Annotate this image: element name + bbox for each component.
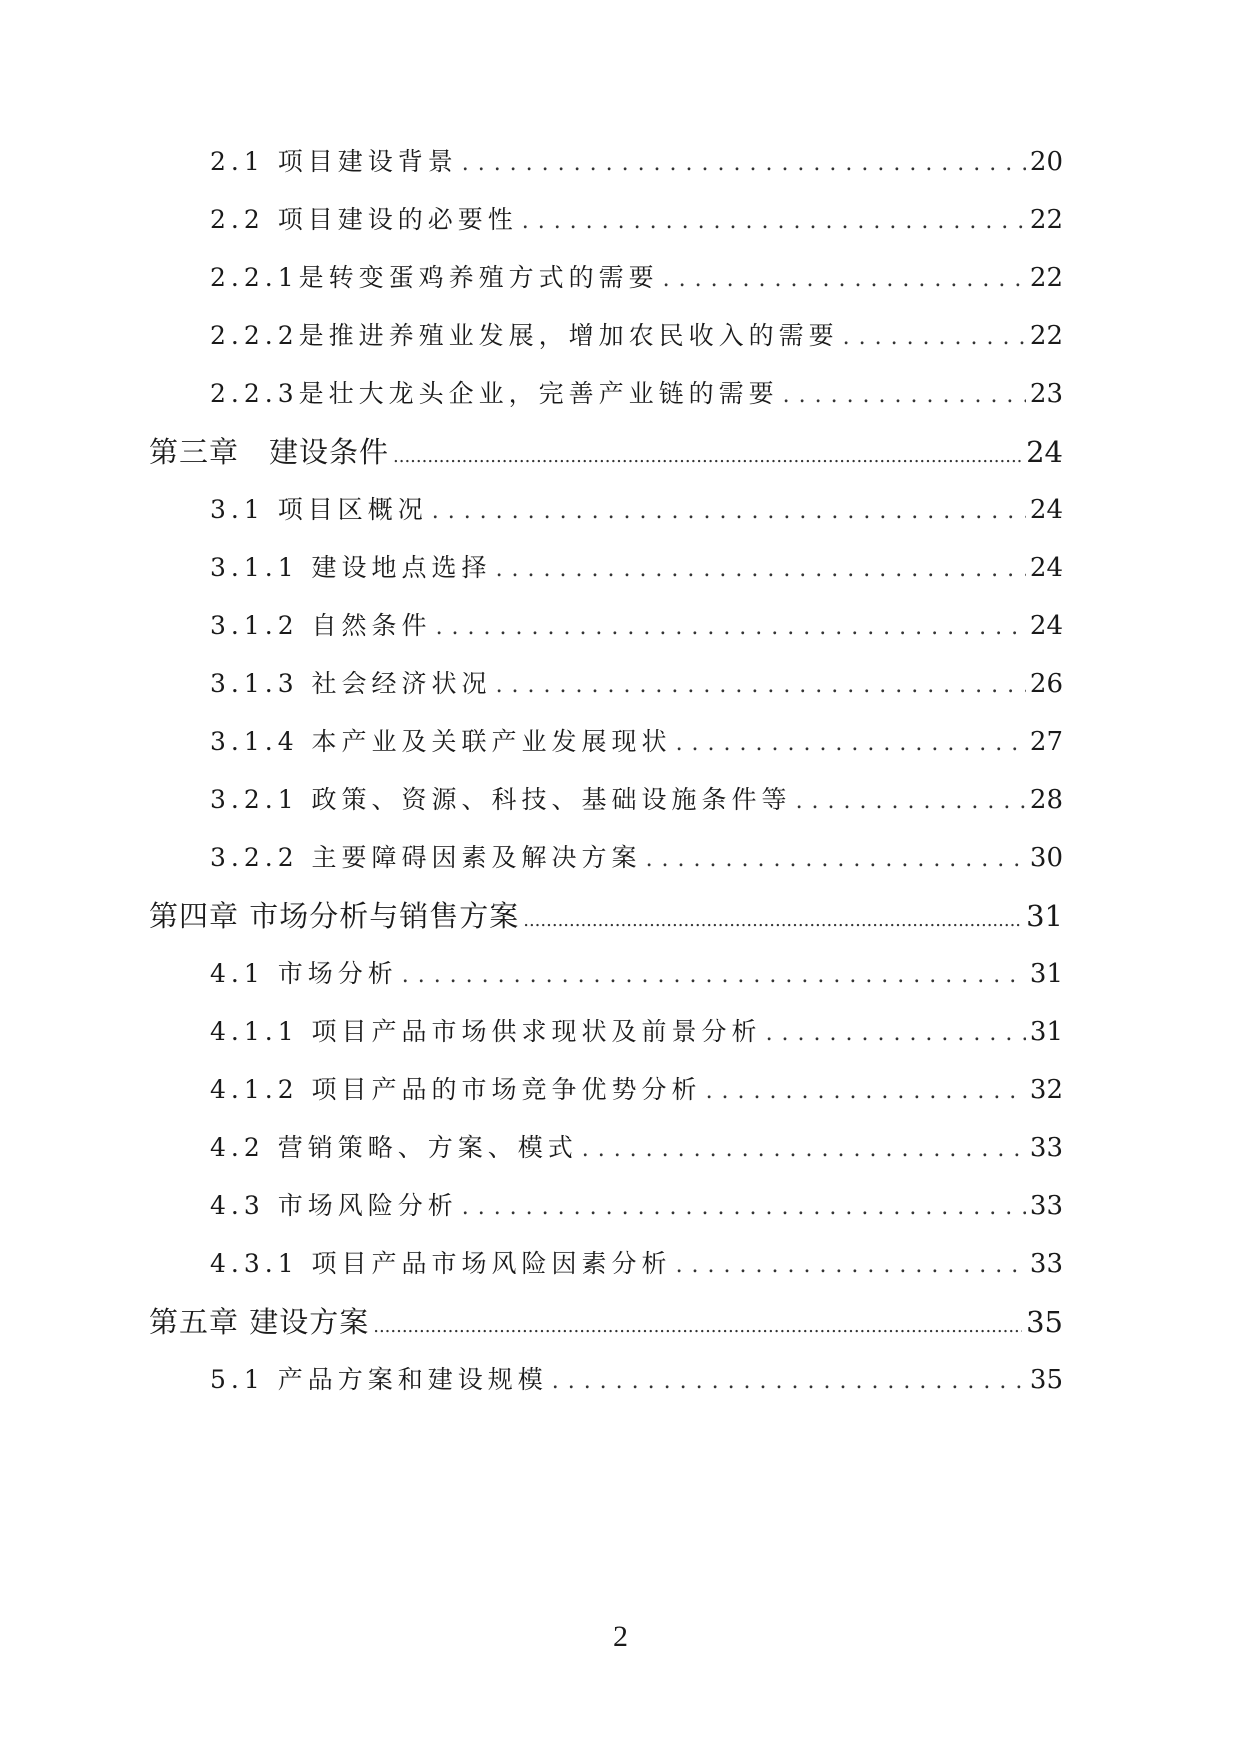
toc-chapter-3[interactable] [149,432,1063,472]
toc-entry-page: 35 [1026,1305,1063,1339]
toc-entry-5-1[interactable] [210,1360,1063,1400]
toc-entry-2-1[interactable] [210,142,1063,182]
toc-entry-page: 26 [1029,669,1063,699]
dot-leader [462,142,1026,184]
dot-leader [552,1360,1026,1402]
toc-entry-page: 33 [1029,1133,1063,1163]
toc-entry-page: 31 [1029,959,1063,989]
toc-entry-3-1[interactable] [210,490,1063,530]
toc-entry-2-2-2[interactable] [210,316,1063,356]
toc-entry-title: 2.1 项目建设背景 [210,147,458,176]
toc-entry-3-1-4[interactable] [210,722,1063,762]
toc-entry-title: 3.1.1 建设地点选择 [210,553,492,582]
toc-entry-page: 24 [1029,553,1063,583]
toc-entry-4-3[interactable] [210,1186,1063,1226]
toc-entry-page: 22 [1029,263,1063,293]
dot-leader [676,1244,1026,1286]
toc-entry-page: 27 [1029,727,1063,757]
dot-leader [393,432,1022,477]
toc-entry-title: 2.2.1是转变蛋鸡养殖方式的需要 [210,263,659,292]
toc-entry-title: 3.2.1 政策、资源、科技、基础设施条件等 [210,785,792,814]
toc-entry-title: 4.2 营销策略、方案、模式 [210,1133,578,1162]
toc-entry-page: 24 [1029,495,1063,525]
toc-chapter-title: 第三章 建设条件 [149,435,390,469]
toc-entry-page: 20 [1029,147,1063,177]
toc-entry-page: 23 [1029,379,1063,409]
toc-entry-2-2-1[interactable] [210,258,1063,298]
dot-leader [843,316,1026,358]
dot-leader [522,200,1026,242]
toc-entry-page: 22 [1029,321,1063,351]
dot-leader [523,896,1022,941]
toc-entry-3-2-2[interactable] [210,838,1063,878]
toc-entry-title: 4.1 市场分析 [210,959,398,988]
toc-entry-page: 22 [1029,205,1063,235]
toc-chapter-title: 第四章 市场分析与销售方案 [149,899,520,933]
toc-entry-2-2[interactable] [210,200,1063,240]
toc-entry-page: 33 [1029,1191,1063,1221]
dot-leader [432,490,1026,532]
dot-leader [373,1302,1022,1347]
dot-leader [766,1012,1026,1054]
toc-entry-title: 4.1.2 项目产品的市场竞争优势分析 [210,1075,702,1104]
dot-leader [706,1070,1026,1112]
toc-chapter-4[interactable] [149,896,1063,936]
toc-entry-title: 4.3 市场风险分析 [210,1191,458,1220]
toc-entry-title: 2.2.3是壮大龙头企业，完善产业链的需要 [210,379,779,408]
toc-entry-4-1[interactable] [210,954,1063,994]
toc-entry-3-1-3[interactable] [210,664,1063,704]
toc-entry-page: 33 [1029,1249,1063,1279]
toc-chapter-5[interactable] [149,1302,1063,1342]
dot-leader [646,838,1026,880]
dot-leader [496,664,1026,706]
toc-entry-page: 31 [1029,1017,1063,1047]
toc-entry-3-1-2[interactable] [210,606,1063,646]
page-number: 2 [613,1620,628,1653]
toc-entry-title: 3.1.3 社会经济状况 [210,669,492,698]
toc-entry-title: 4.1.1 项目产品市场供求现状及前景分析 [210,1017,762,1046]
toc-entry-page: 24 [1026,435,1063,469]
dot-leader [462,1186,1026,1228]
dot-leader [783,374,1026,416]
toc-entry-title: 5.1 产品方案和建设规模 [210,1365,548,1394]
dot-leader [436,606,1026,648]
toc-entry-3-2-1[interactable] [210,780,1063,820]
toc-entry-4-2[interactable] [210,1128,1063,1168]
toc-entry-4-3-1[interactable] [210,1244,1063,1284]
dot-leader [402,954,1026,996]
toc-entry-4-1-2[interactable] [210,1070,1063,1110]
toc-entry-page: 35 [1029,1365,1063,1395]
dot-leader [496,548,1026,590]
toc-entry-page: 28 [1029,785,1063,815]
toc-entry-page: 30 [1029,843,1063,873]
toc-entry-title: 4.3.1 项目产品市场风险因素分析 [210,1249,672,1278]
toc-entry-title: 2.2.2是推进养殖业发展，增加农民收入的需要 [210,321,839,350]
toc-entry-4-1-1[interactable] [210,1012,1063,1052]
toc-entry-page: 31 [1026,899,1063,933]
toc-entry-title: 3.1.2 自然条件 [210,611,432,640]
dot-leader [663,258,1026,300]
toc-entry-title: 2.2 项目建设的必要性 [210,205,518,234]
toc-chapter-title: 第五章 建设方案 [149,1305,370,1339]
dot-leader [796,780,1026,822]
toc-entry-title: 3.1.4 本产业及关联产业发展现状 [210,727,672,756]
toc-entry-title: 3.2.2 主要障碍因素及解决方案 [210,843,642,872]
toc-entry-2-2-3[interactable] [210,374,1063,414]
toc-entry-3-1-1[interactable] [210,548,1063,588]
toc-entry-page: 24 [1029,611,1063,641]
dot-leader [676,722,1026,764]
dot-leader [582,1128,1026,1170]
toc-entry-title: 3.1 项目区概况 [210,495,428,524]
toc-entry-page: 32 [1029,1075,1063,1105]
